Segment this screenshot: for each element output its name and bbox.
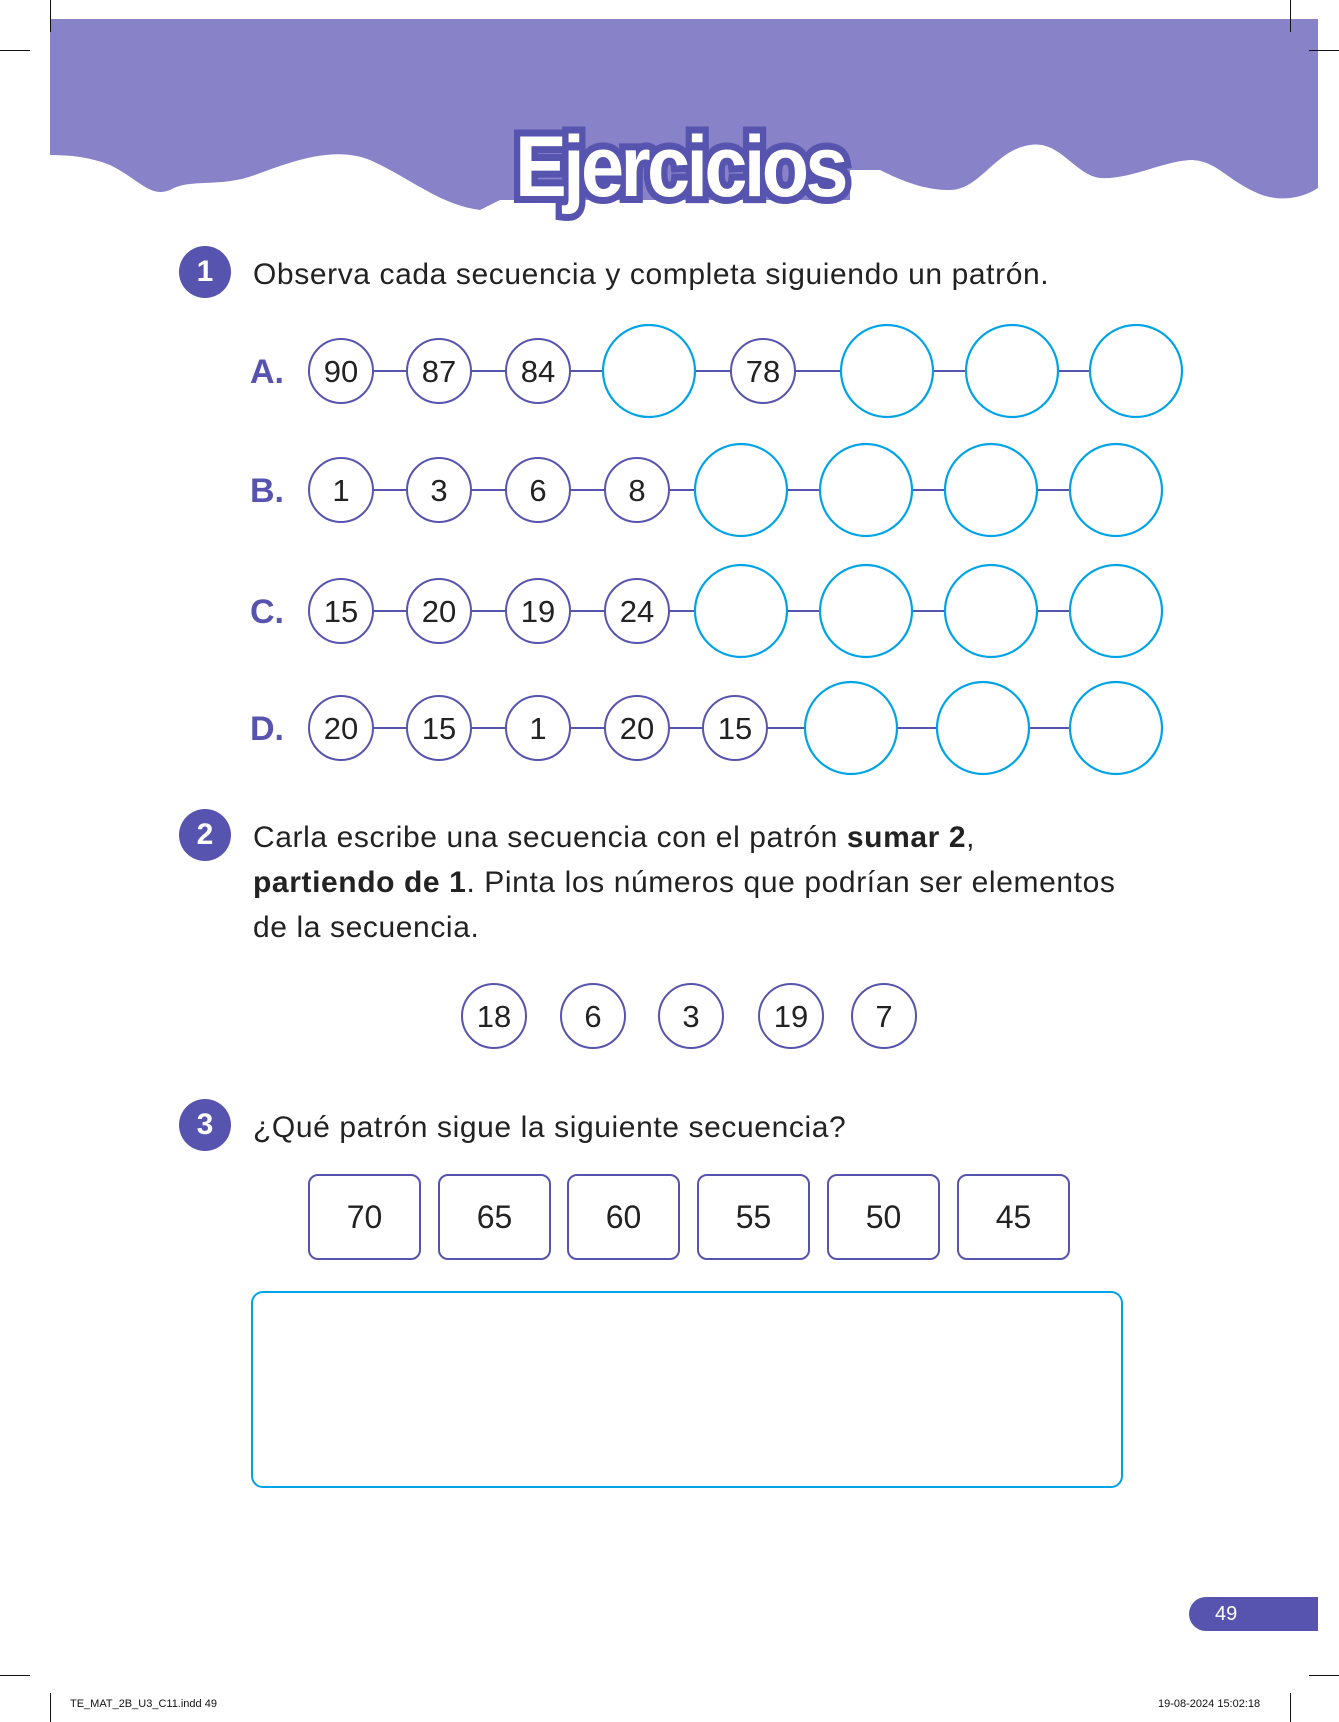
number-label: 1	[332, 473, 350, 508]
answer-circle[interactable]	[805, 682, 897, 774]
number-label: 90	[323, 354, 359, 389]
question-1-prompt: Observa cada secuencia y completa siguiendo un patrón.	[253, 258, 1050, 291]
row-label: B.	[250, 472, 284, 510]
number-label: 15	[421, 711, 457, 746]
prompt-text: . Pinta los números que podrían ser elementos	[466, 866, 1116, 899]
crop-mark	[1290, 1693, 1291, 1722]
sequence-box: 70	[308, 1174, 421, 1260]
page-title: Ejercicios	[515, 119, 845, 215]
number-label: 78	[745, 354, 781, 389]
number-label: 87	[421, 354, 457, 389]
answer-circle[interactable]	[1070, 682, 1162, 774]
prompt-bold: sumar 2	[846, 821, 967, 854]
page-number-text: 49	[1215, 1603, 1238, 1625]
number-label: 8	[628, 473, 646, 508]
number-label: 20	[619, 711, 655, 746]
sequence-box: 60	[567, 1174, 680, 1260]
answer-circle[interactable]	[945, 444, 1037, 536]
answer-circle[interactable]	[1070, 565, 1162, 657]
prompt-bold: partiendo de 1	[253, 866, 467, 899]
prompt-text: Carla escribe una secuencia con el patrón	[253, 821, 847, 854]
option-label: 19	[773, 999, 809, 1034]
sequence-box: 55	[697, 1174, 810, 1260]
crop-mark	[1309, 1675, 1339, 1676]
page-number	[1189, 1597, 1318, 1631]
answer-circle[interactable]	[695, 565, 787, 657]
option-label: 18	[476, 999, 512, 1034]
answer-circle[interactable]	[695, 444, 787, 536]
prompt-text: de la secuencia.	[253, 911, 480, 944]
number-label: 1	[529, 711, 547, 746]
number-label: 15	[323, 594, 359, 629]
sequence-box: 50	[827, 1174, 940, 1260]
question-number-badge: 2	[179, 809, 231, 861]
answer-circle[interactable]	[1070, 444, 1162, 536]
number-label: 84	[520, 354, 556, 389]
question-number-badge: 1	[179, 246, 231, 298]
answer-circle[interactable]	[966, 325, 1058, 417]
number-label: 15	[717, 711, 753, 746]
crop-mark	[50, 1693, 51, 1722]
answer-circle[interactable]	[841, 325, 933, 417]
number-label: 19	[520, 594, 556, 629]
crop-mark	[0, 1675, 30, 1676]
answer-circle[interactable]	[820, 444, 912, 536]
answer-box[interactable]	[251, 1291, 1123, 1488]
number-label: 3	[430, 473, 448, 508]
timestamp: 19-08-2024 15:02:18	[1158, 1698, 1261, 1710]
answer-circle[interactable]	[603, 325, 695, 417]
number-label: 20	[323, 711, 359, 746]
number-label: 20	[421, 594, 457, 629]
sequence-box: 45	[957, 1174, 1070, 1260]
sequence-box: 65	[438, 1174, 551, 1260]
question-2-prompt	[253, 815, 1115, 950]
row-label: D.	[250, 710, 284, 748]
option-label: 3	[682, 999, 700, 1034]
answer-circle[interactable]	[937, 682, 1029, 774]
number-label: 6	[529, 473, 547, 508]
answer-circle[interactable]	[945, 565, 1037, 657]
question-3-prompt: ¿Qué patrón sigue la siguiente secuencia?	[253, 1111, 847, 1144]
row-label: A.	[250, 353, 284, 391]
row-label: C.	[250, 593, 284, 631]
option-label: 7	[875, 999, 893, 1034]
file-name: TE_MAT_2B_U3_C11.indd 49	[70, 1698, 217, 1710]
answer-circle[interactable]	[820, 565, 912, 657]
answer-circle[interactable]	[1090, 325, 1182, 417]
question-number-badge: 3	[179, 1099, 231, 1151]
prompt-text: ,	[966, 821, 976, 854]
number-label: 24	[619, 594, 655, 629]
option-label: 6	[584, 999, 602, 1034]
